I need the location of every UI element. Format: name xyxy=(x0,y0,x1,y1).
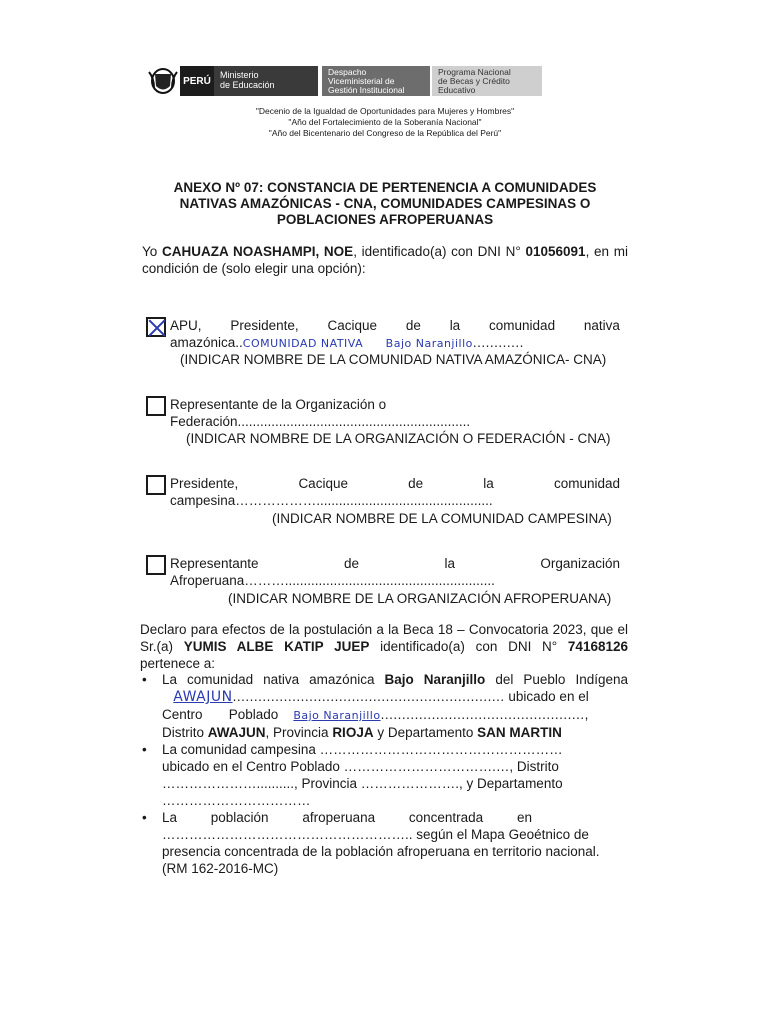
intro-paragraph: Yo CAHUAZA NOASHAMPI, NOE, identificado(a) con DNI N° 01056091, en mi condición de (solo elegir una opción): xyxy=(142,244,629,276)
list-item: • La comunidad nativa amazónica Bajo Naranjillo del Pueblo Indígena AWAJUN................................................................ ubicado en el Centro Poblado Bajo Naranjillo................................................, Distrito AWAJUN, Provincia RIOJA y Departamento SAN MARTIN xyxy=(142,672,629,740)
declarant-dni: 01056091 xyxy=(525,244,586,259)
decenio-line-2: "Año del Fortalecimiento de la Soberanía Nacional" xyxy=(288,117,482,127)
handwritten-centro-poblado: Bajo Naranjillo xyxy=(293,709,381,722)
peru-label: PERÚ xyxy=(180,66,214,96)
option-campesina-checkbox[interactable] xyxy=(146,475,166,495)
option-afroperuana: Representante de la Organización Afroperuana………........................................................ xyxy=(170,556,620,588)
option-apu-checkbox[interactable] xyxy=(146,317,166,337)
handwritten-community-name: Bajo Naranjillo xyxy=(385,337,473,350)
list-item: • La comunidad campesina ……………………………………………… ubicado en el Centro Poblado …………………………….…, Distrito ………………….........., Provincia …………………., y Departamento …………………………… xyxy=(142,742,563,808)
declarant-name: CAHUAZA NOASHAMPI, NOE xyxy=(162,244,354,259)
option-campesina-note: (INDICAR NOMBRE DE LA COMUNIDAD CAMPESINA) xyxy=(272,511,612,526)
option-afroperuana-checkbox[interactable] xyxy=(146,555,166,575)
option-organizacion: Representante de la Organización o Federación.............................................................. xyxy=(170,397,471,429)
peru-coat-of-arms-logo xyxy=(146,66,180,96)
programa-label: Programa Nacional de Becas y Crédito Educativo xyxy=(432,66,542,96)
option-organizacion-note: (INDICAR NOMBRE DE LA ORGANIZACIÓN O FEDERACIÓN - CNA) xyxy=(186,431,611,446)
ministerio-label: Ministerio de Educación xyxy=(214,66,318,96)
option-apu-note: (INDICAR NOMBRE DE LA COMUNIDAD NATIVA AMAZÓNICA- CNA) xyxy=(180,352,607,367)
option-campesina: Presidente, Cacique de la comunidad campesina………………............................................... xyxy=(170,476,620,508)
option-organizacion-checkbox[interactable] xyxy=(146,396,166,416)
decenio-line-3: "Año del Bicentenario del Congreso de la República del Perú" xyxy=(268,128,502,138)
option-apu: APU, Presidente, Cacique de la comunidad nativa amazónica..COMUNIDAD NATIVA Bajo Naranjillo............ xyxy=(170,318,620,350)
decenio-line-1: "Decenio de la Igualdad de Oportunidades para Mujeres y Hombres" xyxy=(255,106,515,116)
document-title: ANEXO Nº 07: CONSTANCIA DE PERTENENCIA A COMUNIDADES NATIVAS AMAZÓNICAS - CNA, COMUNIDADES CAMPESINAS O POBLACIONES AFROPERUANAS xyxy=(173,180,597,227)
handwritten-community-type: COMUNIDAD NATIVA xyxy=(242,337,364,350)
option-afroperuana-note: (INDICAR NOMBRE DE LA ORGANIZACIÓN AFROPERUANA) xyxy=(228,591,612,606)
beneficiary-dni: 74168126 xyxy=(567,639,628,654)
despacho-label: Despacho Viceministerial de Gestión Institucional xyxy=(322,66,430,96)
beneficiary-name: YUMIS ALBE KATIP JUEP xyxy=(183,639,370,654)
handwritten-pueblo: AWAJUN xyxy=(173,689,233,705)
declaration-paragraph: Declaro para efectos de la postulación a la Beca 18 – Convocatoria 2023, que el Sr.(a) YUMIS ALBE KATIP JUEP identificado(a) con DNI N° 74168126 pertenece a: xyxy=(140,622,628,671)
list-item: • La población afroperuana concentrada en ……………………………………………….. según el Mapa Geoétnico de presencia concentrada de la población afroperuana en territorio nacional. (RM 162-2016-MC) xyxy=(142,810,600,876)
bullet-list xyxy=(142,671,628,877)
